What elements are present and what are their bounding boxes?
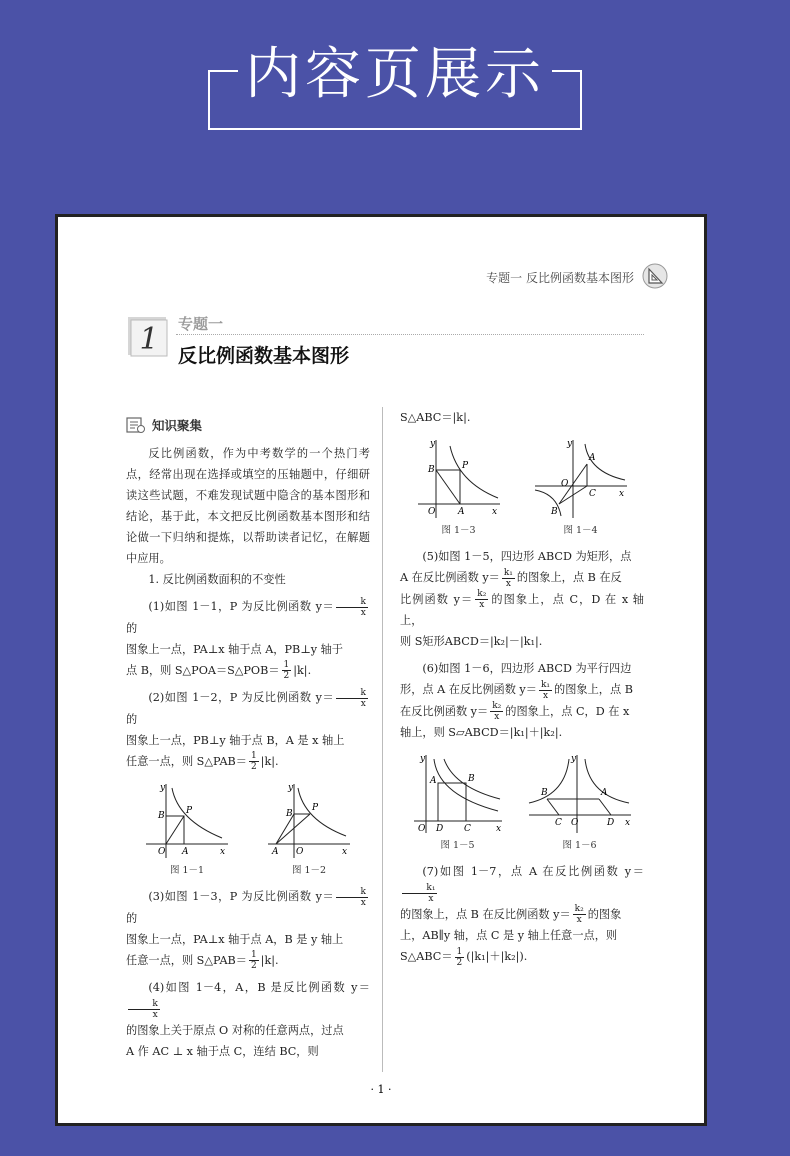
figure-1-5-graph [410,751,506,837]
fraction: $\frac{\text{k₁}}{x}$ [540,679,551,701]
svg-text:O: O [560,479,568,489]
figure-1-6: B A C O D x y 图 1－6 [525,751,635,853]
figure-row-1 [126,780,370,878]
figure-1-4-graph [531,436,631,522]
svg-text:P: P [312,803,319,813]
fraction: $\frac{k}{x}$ [336,597,368,618]
item-4: (4)如图 1－4，A，B 是反比例函数 y＝ $\frac{k}{x}$ 的图象上关于原点 O 对称的任意两点，过点 A 作 AC ⊥ x 轴于点 C，连结 BC，则 [126,981,370,1058]
chapter-label: 专题一 [178,315,224,333]
fraction: $\frac{\text{k₁}}{x}$ [503,567,513,589]
svg-text:B: B [158,811,165,821]
svg-text:C: C [554,818,562,828]
item-heading: 1. 反比例函数面积的不变性 [148,573,286,586]
chapter-number: 1 [139,322,159,357]
fraction: $\frac{1}{2}$ [456,946,463,968]
fraction: $\frac{\text{k₂}}{x}$ [574,904,584,925]
fraction: $\frac{k}{x}$ [128,999,160,1020]
chapter-title: 反比例函数基本图形 [178,345,350,367]
running-head: 专题一 反比例函数基本图形 [486,271,634,285]
svg-text:A: A [600,788,607,798]
svg-text:y: y [566,439,572,449]
svg-text:C: C [463,824,471,834]
figure-1-5: A B O D C x y 图 1－5 [410,751,506,853]
svg-text:D: D [606,818,614,828]
fraction: $\frac{\text{k₂}}{x}$ [492,701,502,722]
set-square-icon [642,263,668,289]
figure-1-6-graph [525,751,635,837]
svg-text:x: x [618,489,624,499]
fraction: $\frac{\text{k₁}}{x}$ [402,883,437,904]
figure-1-1-graph [142,780,232,862]
svg-text:A: A [272,847,279,857]
svg-text:O: O [296,847,304,857]
fraction: $\frac{1}{2}$ [283,660,290,681]
item-6: (6)如图 1－6，四边形 ABCD 为平行四边 形，点 A 在反比例函数 y＝ $\frac{\text{k₁}}{x}$ 的图象上，点 B 在反比例函数 y＝ $\frac{\text{k₂}}{x}$ 的图象上，点 C，D 在 x 轴上，则 S▱ABCD＝|k₁|＋|k₂|. [400,662,633,739]
figure-1-2-graph [264,780,354,862]
banner-title: 内容页展示 [245,42,545,107]
svg-text:B: B [286,809,293,819]
item-5: (5)如图 1－5，四边形 ABCD 为矩形，点 A 在反比例函数 y＝ $\frac{\text{k₁}}{x}$ 的图象上，点 B 在反 比例函数 y＝ $\frac{\text{k₂}}{x}$ 的图象上，点 C，D 在 x 轴上， 则 S矩形ABCD＝|k₂|－|k₁|. [400,550,644,648]
svg-text:y: y [570,754,576,764]
svg-text:O: O [427,507,435,517]
figure-1-3-graph [414,436,504,522]
svg-text:O: O [417,824,425,834]
svg-text:A: A [182,847,189,857]
item-2: (2)如图 1－2，P 为反比例函数 y＝ $\frac{k}{x}$ 的 图象上一点，PB⊥y 轴于点 B，A 是 x 轴上 任意一点，则 S△PAB＝ $\frac{1}{2}$ |k|. [126,687,366,772]
svg-text:P: P [186,806,193,816]
svg-text:P: P [461,461,468,471]
document-page [55,214,707,1126]
left-column [126,413,370,1062]
fraction: $\frac{1}{2}$ [250,751,257,772]
banner [0,0,790,200]
item-4-result: S△ABC＝|k|. [400,411,471,424]
section-heading [126,413,370,437]
intro-paragraph: 反比例函数，作为中考数学的一个热门考点，经常出现在选择或填空的压轴题中，仔细研读这些试题，不难发现试题中隐含的基本图形和结论，基于此，本文把反比例函数基本图形和结论做一下归纳和提炼，以帮助读者记忆，在解题中应用。 [126,447,370,565]
column-divider [382,407,383,1072]
svg-text:x: x [220,847,226,857]
svg-text:y: y [419,754,425,764]
svg-text:O: O [158,847,166,857]
fraction: $\frac{1}{2}$ [250,950,257,971]
svg-text:x: x [342,847,348,857]
item-1: (1)如图 1－1，P 为反比例函数 y＝ $\frac{k}{x}$ 的 图象上一点，PA⊥x 轴于点 A，PB⊥y 轴于 点 B，则 S△POA＝S△POB＝ $\frac{1}{2}$ |k|. [126,596,366,681]
svg-text:A: A [429,776,436,786]
svg-text:x: x [495,824,501,834]
notebook-icon [126,416,146,434]
fraction: $\frac{k}{x}$ [336,688,368,709]
svg-text:x: x [491,507,497,517]
svg-text:x: x [624,818,630,828]
fraction: $\frac{k}{x}$ [336,887,368,908]
svg-text:D: D [435,824,443,834]
figure-row-2 [400,436,644,538]
fraction: $\frac{\text{k₂}}{x}$ [477,589,487,610]
item-7: (7)如图 1－7，点 A 在反比例函数 y＝ $\frac{\text{k₁}}{x}$ 的图象上，点 B 在反比例函数 y＝ $\frac{\text{k₂}}{x}$ 的图象 上，AB∥y 轴，点 C 是 y 轴上任意一点，则 S△ABC＝ $\frac{1}{2}$ (|k₁|＋|k₂|). [400,865,644,968]
item-3: (3)如图 1－3，P 为反比例函数 y＝ $\frac{k}{x}$ 的 图象上一点，PA⊥x 轴于点 A，B 是 y 轴上 任意一点，则 S△PAB＝ $\frac{1}{2}$ |k|. [126,886,366,971]
svg-text:A: A [457,507,464,517]
svg-text:B: B [550,507,558,517]
svg-text:B: B [427,465,435,475]
svg-text:B: B [467,774,475,784]
page-number: · 1 · [370,1083,392,1096]
chapter-rule [176,334,644,335]
figure-1-1: B P O A x y 图 1－1 [142,780,232,878]
chapter-number-badge [126,315,170,359]
figure-1-3: B P O A x y 图 1－3 [414,436,504,538]
right-column [400,407,644,968]
figure-row-3 [400,751,644,853]
section-title: 知识聚集 [152,417,203,433]
figure-1-2: B P A O x y 图 1－2 [264,780,354,878]
svg-text:C: C [588,489,596,499]
svg-text:y: y [429,439,435,449]
svg-text:B: B [540,788,548,798]
figure-1-4: A C O B x y 图 1－4 [531,436,631,538]
svg-text:A: A [588,453,595,463]
svg-text:y: y [288,783,294,793]
svg-text:O: O [570,818,578,828]
svg-text:y: y [160,783,166,793]
